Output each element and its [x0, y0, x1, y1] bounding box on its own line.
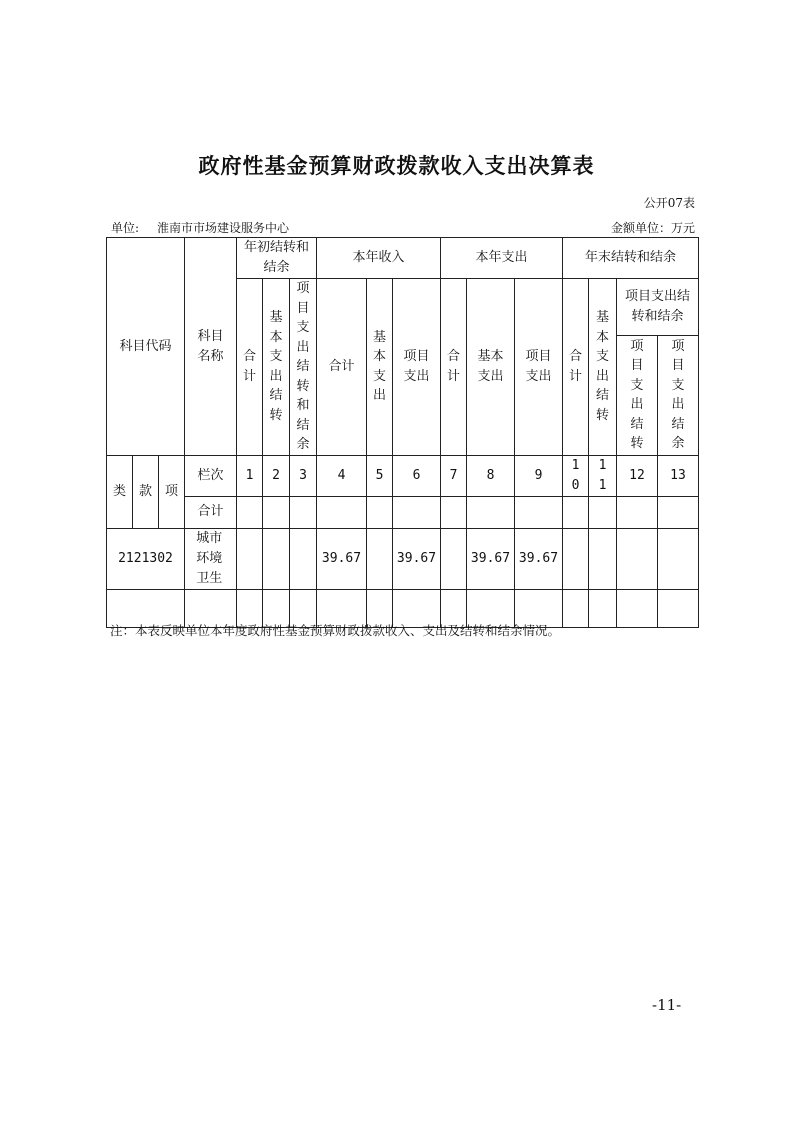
end-project-carry-header: 项目支出结转 — [617, 336, 658, 456]
row-value — [617, 528, 658, 589]
total-cell — [237, 496, 263, 528]
unit-name: 淮南市市场建设服务中心 — [157, 221, 290, 235]
total-cell — [617, 496, 658, 528]
empty-cell — [617, 589, 658, 627]
total-label: 合计 — [185, 496, 237, 528]
begin-basic-header: 基本支出结转 — [263, 279, 290, 456]
kuan-header: 款 — [133, 456, 159, 529]
col-no: 12 — [617, 456, 658, 497]
row-value — [367, 528, 393, 589]
group-begin-header: 年初结转和结余 — [237, 238, 317, 279]
row-value — [658, 528, 699, 589]
page-title: 政府性基金预算财政拨款收入支出决算表 — [198, 154, 595, 178]
col-no: 8 — [467, 456, 515, 497]
row-value — [237, 528, 263, 589]
total-cell — [290, 496, 317, 528]
begin-total-header: 合计 — [237, 279, 263, 456]
total-cell — [393, 496, 441, 528]
footnote: 注：本表反映单位本年度政府性基金预算财政拨款收入、支出及结转和结余情况。 — [110, 623, 561, 638]
expense-project-header: 项目支出 — [515, 279, 563, 456]
total-cell — [263, 496, 290, 528]
total-cell — [467, 496, 515, 528]
total-cell — [367, 496, 393, 528]
income-total-header: 合计 — [317, 279, 367, 456]
total-cell — [658, 496, 699, 528]
row-value: 39.67 — [317, 528, 367, 589]
row-value — [589, 528, 617, 589]
expense-basic-header: 基本支出 — [467, 279, 515, 456]
end-project-balance-header: 项目支出结余 — [658, 336, 699, 456]
row-value — [263, 528, 290, 589]
budget-table — [106, 237, 699, 628]
total-cell — [441, 496, 467, 528]
total-cell — [563, 496, 589, 528]
unit-line — [111, 219, 289, 236]
col-no: 5 — [367, 456, 393, 497]
group-income-header: 本年收入 — [317, 238, 441, 279]
col-no: 10 — [563, 456, 589, 497]
col-no: 11 — [589, 456, 617, 497]
lei-header: 类 — [107, 456, 133, 529]
group-end-header: 年末结转和结余 — [563, 238, 699, 279]
form-code: 公开07表 — [643, 196, 695, 210]
expense-total-header: 合计 — [441, 279, 467, 456]
end-project-group-header: 项目支出结转和结余 — [617, 279, 699, 336]
income-basic-header: 基本支出 — [367, 279, 393, 456]
empty-cell — [589, 589, 617, 627]
row-name: 城市环境卫生 — [185, 528, 237, 589]
subject-code-header: 科目代码 — [107, 238, 185, 456]
money-unit: 金额单位：万元 — [610, 221, 695, 235]
header-row-1 — [107, 238, 699, 279]
row-value: 39.67 — [393, 528, 441, 589]
col-no: 6 — [393, 456, 441, 497]
empty-cell — [658, 589, 699, 627]
row-value: 39.67 — [515, 528, 563, 589]
unit-label: 单位: — [111, 221, 140, 235]
subject-name-header: 科目名称 — [185, 238, 237, 456]
col-no: 13 — [658, 456, 699, 497]
row-value: 39.67 — [467, 528, 515, 589]
column-no-label: 栏次 — [185, 456, 237, 497]
col-no: 3 — [290, 456, 317, 497]
total-cell — [589, 496, 617, 528]
row-value — [563, 528, 589, 589]
col-no: 2 — [263, 456, 290, 497]
row-code: 2121302 — [107, 528, 185, 589]
row-value — [441, 528, 467, 589]
col-no: 4 — [317, 456, 367, 497]
row-value — [290, 528, 317, 589]
total-cell — [317, 496, 367, 528]
page-number: -11- — [652, 996, 682, 1014]
col-no: 7 — [441, 456, 467, 497]
total-row — [107, 496, 699, 528]
column-number-row — [107, 456, 699, 497]
xiang-header: 项 — [159, 456, 185, 529]
income-project-header: 项目支出 — [393, 279, 441, 456]
col-no: 1 — [237, 456, 263, 497]
table-row — [107, 528, 699, 589]
total-cell — [515, 496, 563, 528]
end-total-header: 合计 — [563, 279, 589, 456]
col-no: 9 — [515, 456, 563, 497]
end-basic-header: 基本支出结转 — [589, 279, 617, 456]
empty-cell — [563, 589, 589, 627]
group-expense-header: 本年支出 — [441, 238, 563, 279]
begin-project-header: 项目支出结转和结余 — [290, 279, 317, 456]
